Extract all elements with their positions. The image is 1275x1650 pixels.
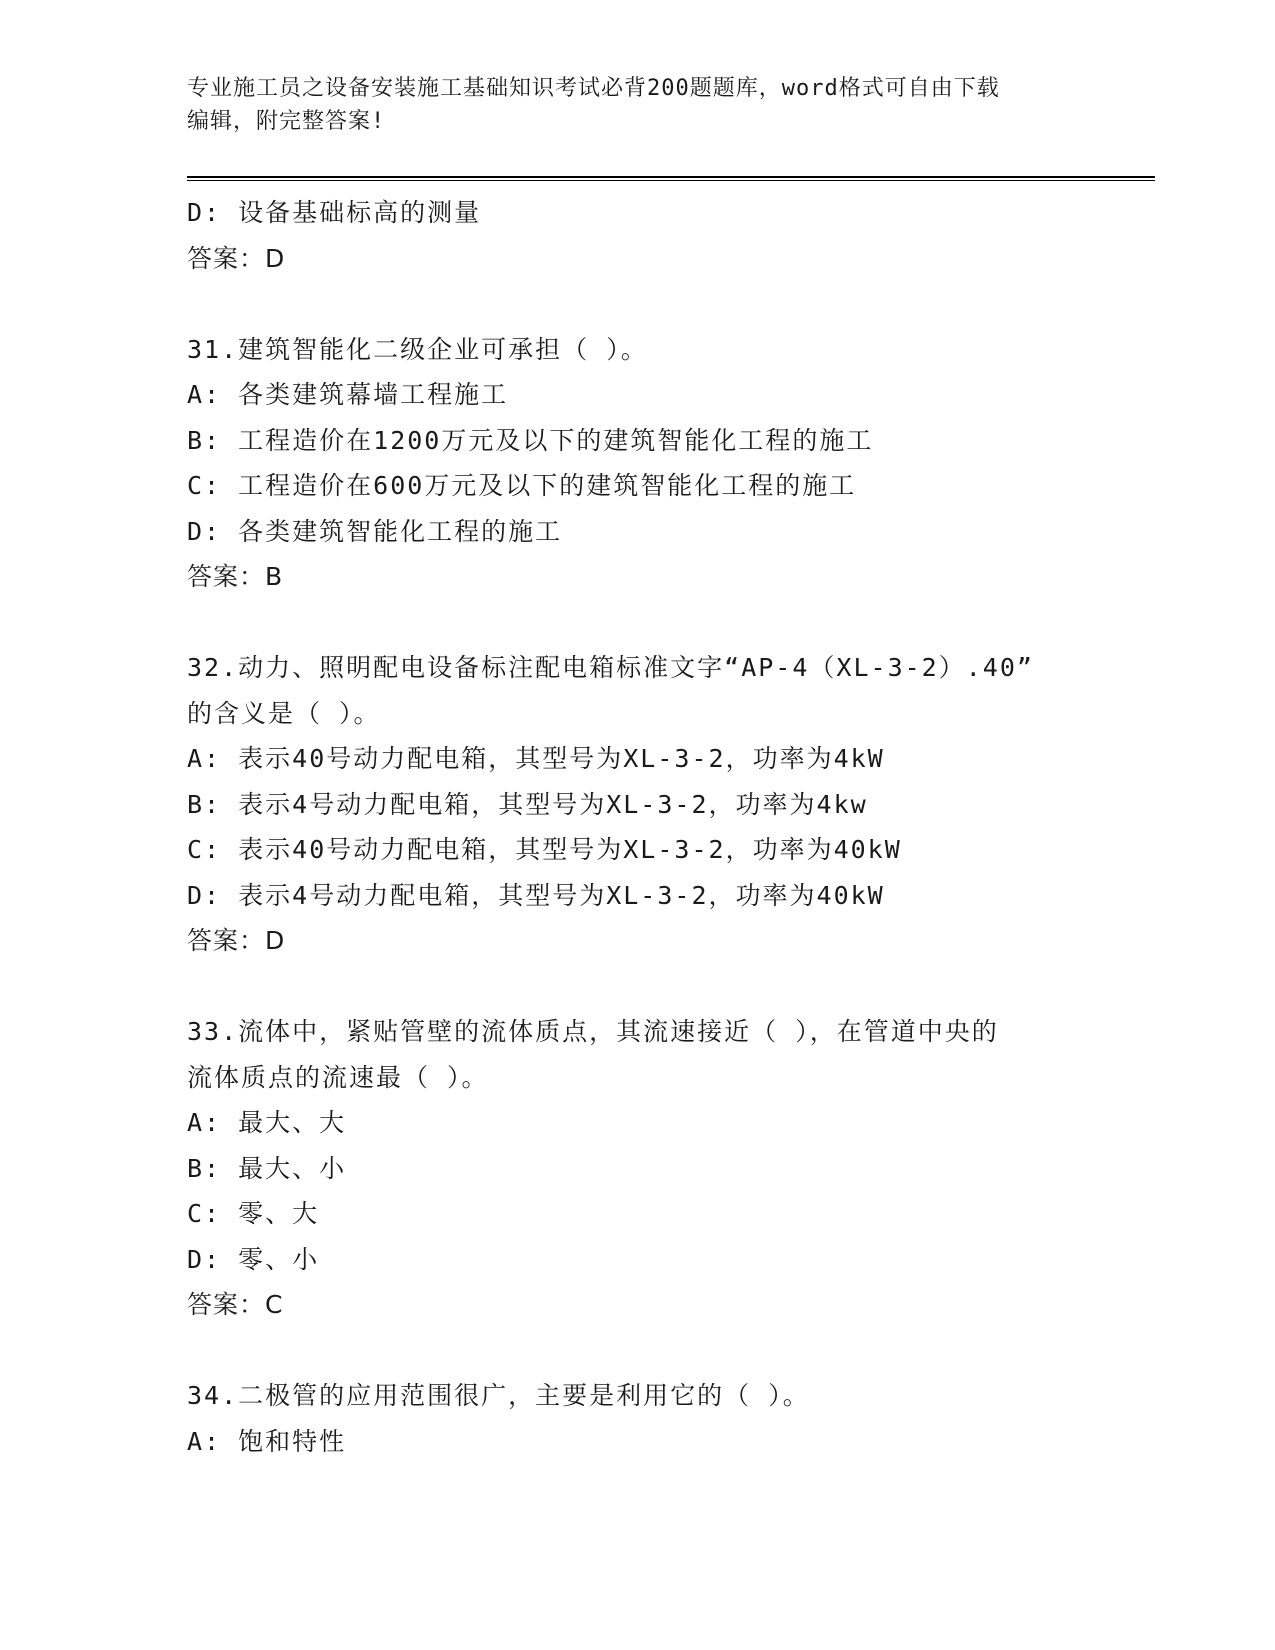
answer-label: 答案：C — [187, 1290, 284, 1319]
header-divider — [187, 176, 1155, 181]
question-stem: 34.二极管的应用范围很广，主要是利用它的（ ）。 — [187, 1381, 810, 1410]
option-b: B: 工程造价在1200万元及以下的建筑智能化工程的施工 — [187, 425, 874, 455]
document-header — [187, 72, 1087, 138]
spacer — [187, 281, 1147, 327]
option-c: C: 工程造价在600万元及以下的建筑智能化工程的施工 — [187, 471, 857, 500]
answer-label: 答案：D — [187, 243, 286, 273]
option-a: A: 饱和特性 — [187, 1426, 347, 1456]
question-30-tail — [187, 190, 1147, 281]
spacer — [187, 600, 1147, 646]
option-c: C: 表示40号动力配电箱，其型号为XL-3-2，功率为40kW — [187, 835, 902, 864]
question-stem: 31.建筑智能化二级企业可承担（ ）。 — [187, 334, 648, 364]
question-stem-line-2: 的含义是（ ）。 — [187, 698, 381, 728]
question-33 — [187, 1009, 1147, 1328]
option-b: B: 最大、小 — [187, 1153, 347, 1183]
spacer — [187, 964, 1147, 1010]
header-title-line-1: 专业施工员之设备安装施工基础知识考试必背200题题库，word格式可自由下载 — [187, 76, 1000, 101]
option-a: A: 表示40号动力配电箱，其型号为XL-3-2，功率为4kW — [187, 744, 885, 773]
option-d: D: 设备基础标高的测量 — [187, 198, 482, 227]
option-d: D: 表示4号动力配电箱，其型号为XL-3-2，功率为40kW — [187, 880, 885, 910]
option-b: B: 表示4号动力配电箱，其型号为XL-3-2，功率为4kw — [187, 789, 868, 819]
question-31 — [187, 327, 1147, 600]
question-stem-line-1: 32.动力、照明配电设备标注配电箱标准文字“AP-4（XL-3-2）.40” — [187, 653, 1034, 682]
question-stem-line-1: 33.流体中，紧贴管壁的流体质点，其流速接近（ ），在管道中央的 — [187, 1017, 999, 1046]
header-title-line-2: 编辑，附完整答案! — [187, 109, 386, 134]
question-32 — [187, 645, 1147, 964]
answer-label: 答案：B — [187, 562, 284, 591]
option-a: A: 各类建筑幕墙工程施工 — [187, 380, 509, 409]
option-c: C: 零、大 — [187, 1199, 320, 1228]
question-34 — [187, 1373, 1147, 1464]
option-d: D: 各类建筑智能化工程的施工 — [187, 516, 563, 546]
spacer — [187, 1328, 1147, 1374]
question-list — [187, 190, 1147, 1464]
option-a: A: 最大、大 — [187, 1108, 347, 1137]
option-d: D: 零、小 — [187, 1244, 320, 1274]
question-stem-line-2: 流体质点的流速最（ ）。 — [187, 1062, 489, 1092]
answer-label: 答案：D — [187, 926, 286, 955]
